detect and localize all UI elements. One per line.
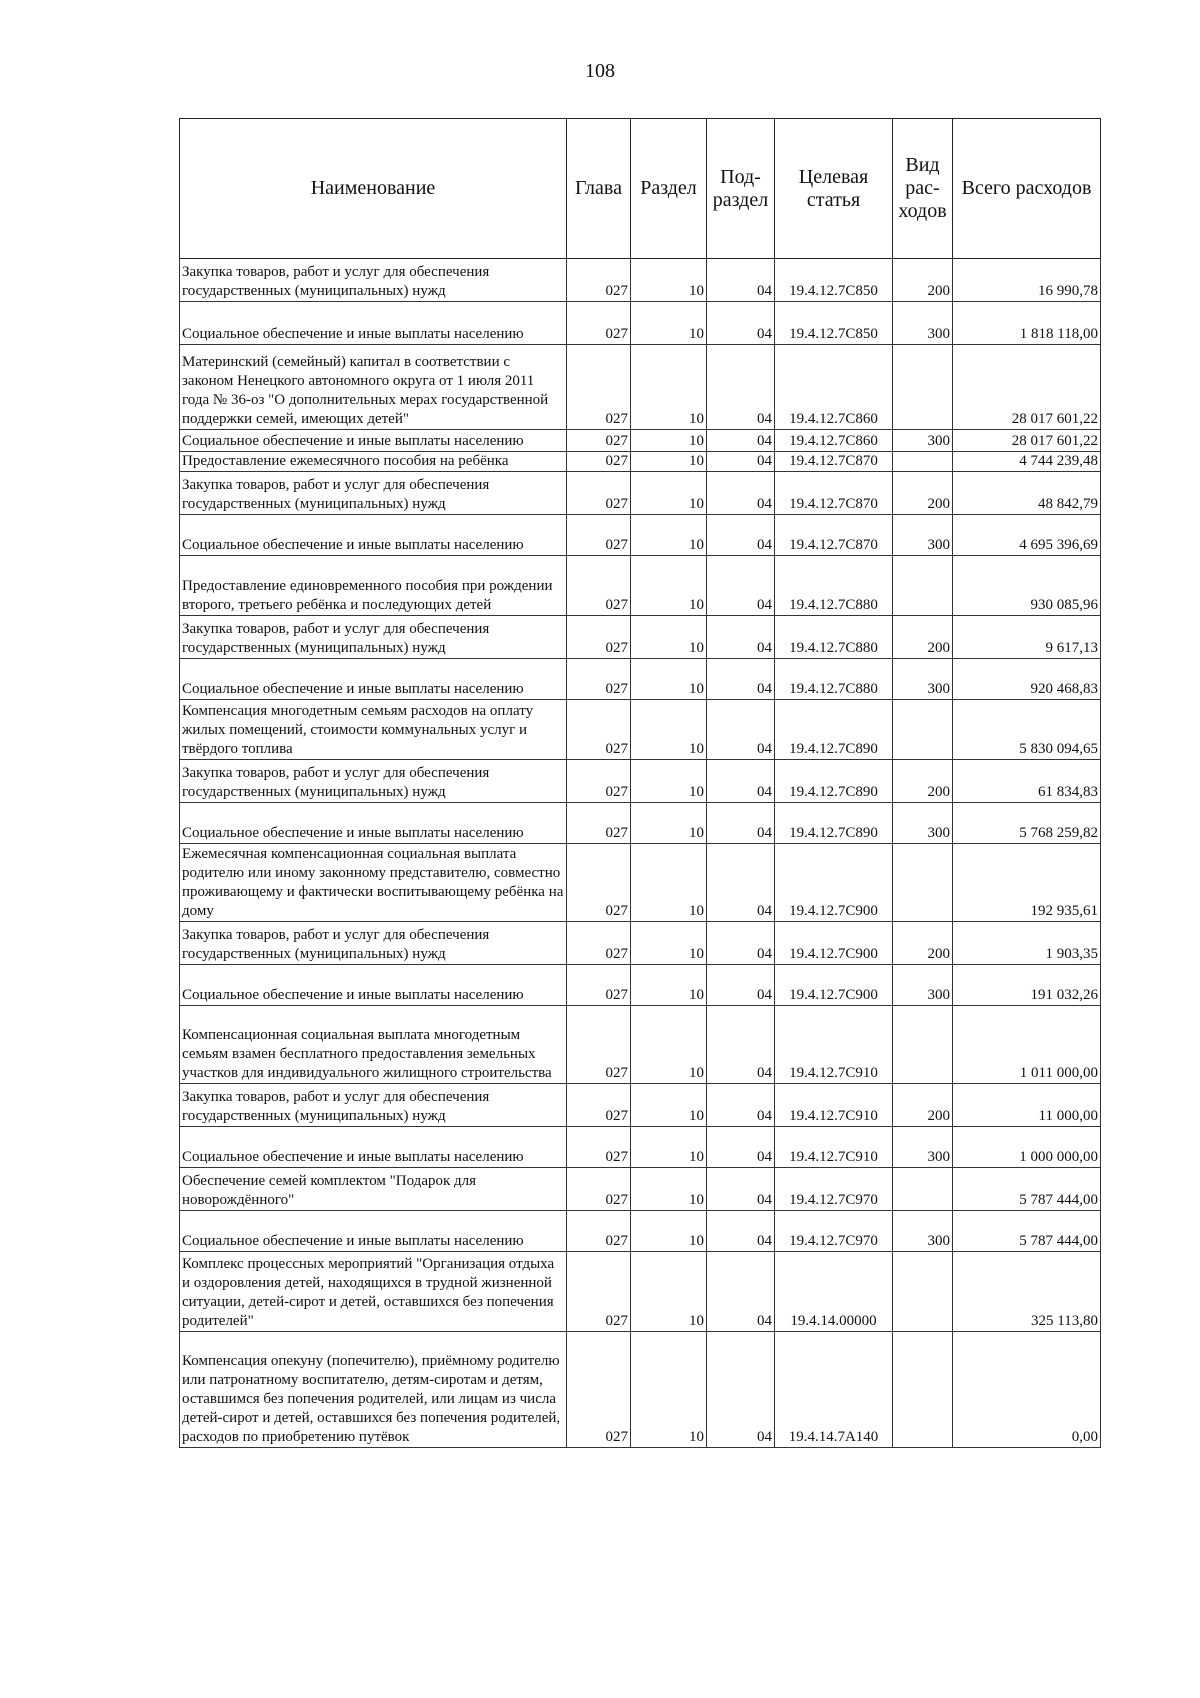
row-total: 192 935,61 [953,844,1101,922]
row-razdel: 10 [631,659,707,700]
row-podrazdel: 04 [707,259,775,302]
row-podrazdel: 04 [707,700,775,760]
row-glava: 027 [567,760,631,803]
row-podrazdel: 04 [707,616,775,659]
row-total: 1 818 118,00 [953,302,1101,345]
row-name: Материнский (семейный) капитал в соответствии с законом Ненецкого автономного округа от 1 июля 2011 года № 36-оз "О дополнительных мерах государственной поддержки семей, имеющих детей" [180,345,567,430]
row-vid: 300 [893,965,953,1006]
row-glava: 027 [567,965,631,1006]
row-celevaya: 19.4.12.7С900 [775,965,893,1006]
page-number: 108 [585,60,615,82]
row-razdel: 10 [631,922,707,965]
row-name: Социальное обеспечение и иные выплаты населению [180,302,567,345]
row-name: Социальное обеспечение и иные выплаты населению [180,1127,567,1168]
row-vid: 300 [893,515,953,556]
row-celevaya: 19.4.14.7А140 [775,1332,893,1448]
header-total: Всего расходов [953,119,1101,259]
row-name: Социальное обеспечение и иные выплаты населению [180,803,567,844]
row-total: 1 903,35 [953,922,1101,965]
row-vid: 300 [893,430,953,452]
row-razdel: 10 [631,1127,707,1168]
row-glava: 027 [567,1168,631,1211]
row-vid [893,844,953,922]
row-podrazdel: 04 [707,1252,775,1332]
row-glava: 027 [567,515,631,556]
row-celevaya: 19.4.12.7С900 [775,922,893,965]
row-total: 1 011 000,00 [953,1006,1101,1084]
row-vid: 300 [893,1211,953,1252]
row-glava: 027 [567,616,631,659]
row-celevaya: 19.4.12.7С900 [775,844,893,922]
row-name: Социальное обеспечение и иные выплаты населению [180,659,567,700]
row-total: 4 695 396,69 [953,515,1101,556]
row-celevaya: 19.4.12.7С890 [775,803,893,844]
row-celevaya: 19.4.12.7С890 [775,760,893,803]
row-total: 28 017 601,22 [953,345,1101,430]
table-row [180,1211,1101,1252]
row-razdel: 10 [631,452,707,472]
table-row [180,1168,1101,1211]
row-total: 5 787 444,00 [953,1168,1101,1211]
row-razdel: 10 [631,1084,707,1127]
row-total: 28 017 601,22 [953,430,1101,452]
row-glava: 027 [567,259,631,302]
row-podrazdel: 04 [707,302,775,345]
row-name: Закупка товаров, работ и услуг для обеспечения государственных (муниципальных) нужд [180,472,567,515]
row-glava: 027 [567,302,631,345]
row-total: 11 000,00 [953,1084,1101,1127]
row-celevaya: 19.4.12.7С890 [775,700,893,760]
row-celevaya: 19.4.12.7С870 [775,515,893,556]
row-razdel: 10 [631,430,707,452]
row-vid [893,1168,953,1211]
header-podrazdel: Под- раздел [707,119,775,259]
row-podrazdel: 04 [707,556,775,616]
row-total: 61 834,83 [953,760,1101,803]
row-razdel: 10 [631,616,707,659]
row-glava: 027 [567,452,631,472]
header-celevaya: Целевая статья [775,119,893,259]
row-celevaya: 19.4.12.7С880 [775,659,893,700]
row-name: Компенсация опекуну (попечителю), приёмному родителю или патронатному воспитателю, детям-сиротам и детям, оставшимся без попечения родителей, или лицам из числа детей-сирот и детей, оставшихся без попечения родителей, расходов по приобретению путёвок [180,1332,567,1448]
row-celevaya: 19.4.12.7С860 [775,430,893,452]
row-glava: 027 [567,1127,631,1168]
row-total: 5 787 444,00 [953,1211,1101,1252]
table-row [180,1006,1101,1084]
row-glava: 027 [567,430,631,452]
table-row [180,922,1101,965]
row-vid: 200 [893,616,953,659]
row-podrazdel: 04 [707,1332,775,1448]
row-glava: 027 [567,1084,631,1127]
row-name: Закупка товаров, работ и услуг для обеспечения государственных (муниципальных) нужд [180,922,567,965]
row-podrazdel: 04 [707,922,775,965]
row-vid [893,1252,953,1332]
row-celevaya: 19.4.12.7С860 [775,345,893,430]
table-row [180,452,1101,472]
row-celevaya: 19.4.12.7С970 [775,1168,893,1211]
table-row [180,472,1101,515]
row-razdel: 10 [631,515,707,556]
header-razdel: Раздел [631,119,707,259]
row-podrazdel: 04 [707,430,775,452]
row-razdel: 10 [631,1168,707,1211]
row-glava: 027 [567,659,631,700]
row-celevaya: 19.4.12.7С850 [775,302,893,345]
row-vid [893,556,953,616]
row-total: 325 113,80 [953,1252,1101,1332]
row-name: Социальное обеспечение и иные выплаты населению [180,515,567,556]
row-glava: 027 [567,345,631,430]
row-glava: 027 [567,922,631,965]
row-podrazdel: 04 [707,452,775,472]
row-vid [893,345,953,430]
row-total: 48 842,79 [953,472,1101,515]
row-vid: 200 [893,472,953,515]
row-name: Социальное обеспечение и иные выплаты населению [180,1211,567,1252]
row-vid: 300 [893,302,953,345]
row-podrazdel: 04 [707,965,775,1006]
table-header-row [180,119,1101,259]
row-vid [893,1006,953,1084]
row-vid: 200 [893,1084,953,1127]
table-row [180,616,1101,659]
row-total: 930 085,96 [953,556,1101,616]
row-podrazdel: 04 [707,844,775,922]
row-razdel: 10 [631,965,707,1006]
row-vid [893,1332,953,1448]
row-glava: 027 [567,844,631,922]
row-celevaya: 19.4.12.7С850 [775,259,893,302]
row-razdel: 10 [631,700,707,760]
row-name: Закупка товаров, работ и услуг для обеспечения государственных (муниципальных) нужд [180,616,567,659]
header-vid: Вид рас- ходов [893,119,953,259]
row-glava: 027 [567,472,631,515]
row-razdel: 10 [631,844,707,922]
row-name: Закупка товаров, работ и услуг для обеспечения государственных (муниципальных) нужд [180,1084,567,1127]
table-row [180,515,1101,556]
table-row [180,965,1101,1006]
table-row [180,556,1101,616]
row-glava: 027 [567,1211,631,1252]
row-razdel: 10 [631,345,707,430]
row-celevaya: 19.4.12.7С870 [775,452,893,472]
row-glava: 027 [567,803,631,844]
row-razdel: 10 [631,259,707,302]
row-razdel: 10 [631,1252,707,1332]
row-name: Комплекс процессных мероприятий "Организация отдыха и оздоровления детей, находящихся в трудной жизненной ситуации, детей-сирот и детей, оставшихся без попечения родителей" [180,1252,567,1332]
row-glava: 027 [567,556,631,616]
row-razdel: 10 [631,803,707,844]
table-row [180,700,1101,760]
row-total: 5 830 094,65 [953,700,1101,760]
row-podrazdel: 04 [707,515,775,556]
row-vid: 200 [893,760,953,803]
row-name: Закупка товаров, работ и услуг для обеспечения государственных (муниципальных) нужд [180,259,567,302]
row-podrazdel: 04 [707,1084,775,1127]
table-row [180,1252,1101,1332]
table-row [180,659,1101,700]
table-row [180,1127,1101,1168]
row-vid: 300 [893,1127,953,1168]
row-razdel: 10 [631,1332,707,1448]
table-row [180,345,1101,430]
row-glava: 027 [567,1006,631,1084]
table-row [180,1084,1101,1127]
row-name: Закупка товаров, работ и услуг для обеспечения государственных (муниципальных) нужд [180,760,567,803]
row-name: Компенсация многодетным семьям расходов на оплату жилых помещений, стоимости коммунальных услуг и твёрдого топлива [180,700,567,760]
row-vid: 200 [893,259,953,302]
table-row [180,259,1101,302]
row-celevaya: 19.4.12.7С870 [775,472,893,515]
row-celevaya: 19.4.14.00000 [775,1252,893,1332]
row-razdel: 10 [631,1006,707,1084]
row-name: Обеспечение семей комплектом "Подарок для новорождённого" [180,1168,567,1211]
row-total: 5 768 259,82 [953,803,1101,844]
row-podrazdel: 04 [707,803,775,844]
row-celevaya: 19.4.12.7С970 [775,1211,893,1252]
row-glava: 027 [567,700,631,760]
row-name: Социальное обеспечение и иные выплаты населению [180,430,567,452]
row-total: 9 617,13 [953,616,1101,659]
table-row [180,803,1101,844]
row-celevaya: 19.4.12.7С910 [775,1127,893,1168]
row-podrazdel: 04 [707,760,775,803]
row-vid: 300 [893,659,953,700]
table-row [180,844,1101,922]
header-name: Наименование [180,119,567,259]
row-glava: 027 [567,1332,631,1448]
row-vid [893,452,953,472]
row-name: Компенсационная социальная выплата многодетным семьям взамен бесплатного предоставления земельных участков для индивидуального жилищного строительства [180,1006,567,1084]
table-row [180,1332,1101,1448]
row-celevaya: 19.4.12.7С910 [775,1084,893,1127]
row-razdel: 10 [631,556,707,616]
row-razdel: 10 [631,302,707,345]
row-name: Ежемесячная компенсационная социальная выплата родителю или иному законному представителю, совместно проживающему и фактически воспитывающему ребёнка на дому [180,844,567,922]
table-row [180,302,1101,345]
row-glava: 027 [567,1252,631,1332]
budget-table [179,118,1101,1448]
row-podrazdel: 04 [707,1127,775,1168]
row-name: Предоставление ежемесячного пособия на ребёнка [180,452,567,472]
row-vid: 200 [893,922,953,965]
row-podrazdel: 04 [707,345,775,430]
table-row [180,760,1101,803]
row-total: 1 000 000,00 [953,1127,1101,1168]
row-podrazdel: 04 [707,1211,775,1252]
row-razdel: 10 [631,472,707,515]
row-total: 16 990,78 [953,259,1101,302]
row-total: 191 032,26 [953,965,1101,1006]
row-celevaya: 19.4.12.7С880 [775,556,893,616]
row-podrazdel: 04 [707,1006,775,1084]
row-total: 920 468,83 [953,659,1101,700]
row-celevaya: 19.4.12.7С880 [775,616,893,659]
row-name: Предоставление единовременного пособия при рождении второго, третьего ребёнка и последующих детей [180,556,567,616]
table-row [180,430,1101,452]
row-name: Социальное обеспечение и иные выплаты населению [180,965,567,1006]
row-razdel: 10 [631,760,707,803]
row-vid [893,700,953,760]
row-podrazdel: 04 [707,659,775,700]
row-razdel: 10 [631,1211,707,1252]
row-total: 0,00 [953,1332,1101,1448]
header-glava: Глава [567,119,631,259]
row-podrazdel: 04 [707,472,775,515]
row-podrazdel: 04 [707,1168,775,1211]
row-total: 4 744 239,48 [953,452,1101,472]
row-celevaya: 19.4.12.7С910 [775,1006,893,1084]
row-vid: 300 [893,803,953,844]
